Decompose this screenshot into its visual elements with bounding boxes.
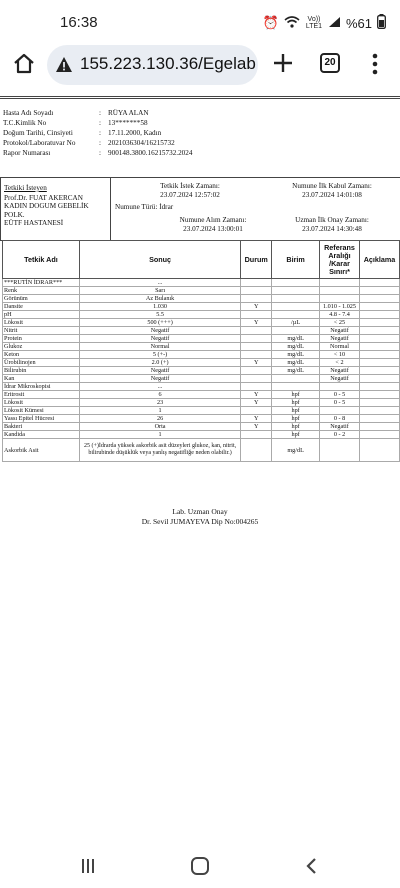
info-value: 2021036304/16215732 (108, 139, 175, 147)
table-row (3, 351, 400, 359)
cell-status (241, 367, 272, 375)
cell-result: ... (79, 383, 240, 391)
info-colon: : (99, 129, 101, 137)
ascorbic-note: 25 (+)İdrarda yüksek askorbik asit düzeyleri glukoz, kan, nitrit, bilirubinde düşüklük veya yanlış negatifliğe neden olabilir.) (83, 442, 237, 456)
cell-result: 1 (79, 407, 240, 415)
cell-status (241, 327, 272, 335)
table-row (3, 375, 400, 383)
status-time: 16:38 (60, 14, 98, 31)
table-row (3, 335, 400, 343)
cell-note (359, 303, 399, 311)
numune-turu (115, 203, 173, 212)
col-note: Açıklama (359, 241, 399, 279)
cell-status (241, 439, 272, 462)
more-vert-icon (370, 53, 380, 75)
cell-name: Glukoz (3, 343, 80, 351)
recents-button[interactable] (80, 858, 96, 874)
alim-value: 23.07.2024 13:00:01 (183, 224, 243, 233)
cell-name: Eritrosit (3, 391, 80, 399)
battery-icon (377, 14, 386, 32)
table-row (3, 407, 400, 415)
cell-unit (272, 383, 320, 391)
requester (3, 178, 111, 240)
battery-level: %61 (345, 15, 372, 31)
cell-name: Bakteri (3, 423, 80, 431)
cell-unit: hpf (272, 391, 320, 399)
cell-note (359, 407, 399, 415)
cell-note (359, 391, 399, 399)
request-times (113, 180, 400, 238)
patient-row (3, 138, 192, 148)
cell-name: Nitrit (3, 327, 80, 335)
table-row (3, 303, 400, 311)
info-colon: : (99, 109, 101, 117)
request-box (0, 177, 400, 241)
back-button[interactable] (304, 857, 320, 875)
cell-note (359, 343, 399, 351)
patient-row (3, 148, 192, 158)
alim-label: Numune Alım Zamanı: (179, 216, 247, 224)
cell-name: Kan (3, 375, 80, 383)
cell-result: 26 (79, 415, 240, 423)
cell-note (359, 423, 399, 431)
cell-result: 500 (+++) (79, 319, 240, 327)
results-table (2, 240, 400, 462)
cell-unit: hpf (272, 407, 320, 415)
cell-unit (272, 295, 320, 303)
home-nav-button[interactable] (191, 857, 209, 875)
cell-note (359, 295, 399, 303)
cell-name: Ürobilinojen (3, 359, 80, 367)
cell-unit: hpf (272, 431, 320, 439)
cell-ref: < 2 (320, 359, 360, 367)
info-label: Protokol/Laboratuvar No (3, 139, 76, 147)
cell-status (241, 351, 272, 359)
cell-name: Kandida (3, 431, 80, 439)
table-row (3, 327, 400, 335)
cell-status (241, 279, 272, 287)
cell-result: 5.5 (79, 311, 240, 319)
info-value: 17.11.2000, Kadın (108, 129, 162, 137)
cell-result: Az Bulanık (79, 295, 240, 303)
cell-unit: mg/dL (272, 343, 320, 351)
cell-status (241, 407, 272, 415)
cell-result: 2.0 (+) (79, 359, 240, 367)
table-row (3, 319, 400, 327)
recents-icon (80, 858, 96, 874)
table-row (3, 439, 400, 462)
cell-ref (320, 383, 360, 391)
report-page (0, 92, 400, 844)
cell-unit: hpf (272, 415, 320, 423)
cell-unit (272, 327, 320, 335)
cell-name: Görünüm (3, 295, 80, 303)
cell-ref: Negatif (320, 375, 360, 383)
cell-ref: 0 - 8 (320, 415, 360, 423)
kabul-value: 23.07.2024 14:01:08 (302, 190, 362, 199)
info-value: 13*******58 (108, 119, 148, 127)
status-bar (0, 0, 400, 40)
plus-icon (270, 50, 296, 76)
system-nav-bar (0, 844, 400, 888)
cell-ref (320, 439, 360, 462)
cell-ref: 4.8 - 7.4 (320, 311, 360, 319)
requester-label: Tetkiki İsteyen (4, 184, 47, 192)
tur-label: Numune Türü: (115, 203, 158, 211)
cell-status (241, 335, 272, 343)
col-name: Tetkik Adı (3, 241, 80, 279)
table-row (3, 279, 400, 287)
browser-toolbar (0, 40, 400, 92)
warning-icon[interactable] (55, 56, 73, 74)
home-icon (12, 52, 36, 76)
cell-note (359, 367, 399, 375)
cell-name: Bilirubin (3, 367, 80, 375)
cell-unit (272, 287, 320, 295)
col-result: Sonuç (79, 241, 240, 279)
cell-name: Lökosit (3, 319, 80, 327)
cell-note (359, 439, 399, 462)
cell-unit: hpf (272, 399, 320, 407)
col-ref: Referans Aralığı /Karar Sınırı* (320, 241, 360, 279)
table-row (3, 367, 400, 375)
cell-unit: mg/dL (272, 335, 320, 343)
network-label: Vo)) LTE1 (305, 16, 323, 30)
info-colon: : (99, 119, 101, 127)
cell-note (359, 279, 399, 287)
cell-name: Lökosit Kümesi (3, 407, 80, 415)
cell-note (359, 319, 399, 327)
table-row (3, 423, 400, 431)
cell-note (359, 399, 399, 407)
info-value: RÜYA ALAN (108, 109, 149, 117)
col-unit: Birim (272, 241, 320, 279)
cell-result: Negatif (79, 335, 240, 343)
cell-name: İdrar Mikroskopisi (3, 383, 80, 391)
table-row (3, 383, 400, 391)
cell-unit (272, 375, 320, 383)
cell-status (241, 295, 272, 303)
cell-status: Y (241, 303, 272, 311)
requester-line: EÜTF HASTANESİ (4, 219, 64, 228)
cell-note (359, 351, 399, 359)
cell-note (359, 287, 399, 295)
onay-label: Uzman İlk Onay Zamanı: (295, 216, 369, 224)
cell-status: Y (241, 399, 272, 407)
istek-value: 23.07.2024 12:57:02 (160, 190, 220, 199)
cell-status: Y (241, 415, 272, 423)
col-status: Durum (241, 241, 272, 279)
cell-note (359, 311, 399, 319)
cell-ref: 0 - 5 (320, 399, 360, 407)
patient-row (3, 128, 192, 138)
cell-ref: < 25 (320, 319, 360, 327)
cell-ref: Negatif (320, 423, 360, 431)
cell-ref: < 10 (320, 351, 360, 359)
menu-button[interactable] (370, 53, 380, 75)
onay-time (263, 216, 400, 233)
cell-ref (320, 287, 360, 295)
wifi-icon (284, 16, 300, 31)
table-row (3, 391, 400, 399)
address-bar[interactable] (47, 45, 258, 85)
cell-ref: 0 - 2 (320, 431, 360, 439)
signal-icon (328, 16, 341, 31)
cell-status (241, 431, 272, 439)
cell-status: Y (241, 423, 272, 431)
requester-line: POLK. (4, 210, 25, 219)
signature (0, 507, 400, 527)
cell-status (241, 287, 272, 295)
tab-switcher-button[interactable]: 20 (320, 53, 340, 73)
cell-result: Sarı (79, 287, 240, 295)
cell-unit: hpf (272, 423, 320, 431)
cell-ref (320, 407, 360, 415)
status-icons (263, 14, 386, 32)
cell-unit (272, 311, 320, 319)
cell-name: Protein (3, 335, 80, 343)
cell-status: Y (241, 359, 272, 367)
table-row (3, 295, 400, 303)
requester-line: Prof.Dr. FUAT AKERCAN (4, 193, 83, 202)
cell-note (359, 431, 399, 439)
cell-name: Yassı Epitel Hücresi (3, 415, 80, 423)
table-row (3, 399, 400, 407)
cell-name: Renk (3, 287, 80, 295)
info-label: T.C.Kimlik No (3, 119, 47, 127)
table-row (3, 287, 400, 295)
patient-row (3, 108, 192, 118)
table-row (3, 343, 400, 351)
cell-name: pH (3, 311, 80, 319)
cell-unit: mg/dL (272, 439, 320, 462)
cell-status (241, 375, 272, 383)
cell-note (359, 375, 399, 383)
cell-note (359, 383, 399, 391)
cell-result: 5 (+-) (79, 351, 240, 359)
cell-name: Askorbik Asit (3, 439, 80, 462)
cell-ref (320, 279, 360, 287)
url-text: 155.223.130.36/Egelab (80, 54, 256, 73)
istek-label: Tetkik İstek Zamanı: (160, 182, 220, 190)
home-button[interactable] (12, 52, 36, 76)
info-colon: : (99, 139, 101, 147)
requester-line: KADIN DOGUM GEBELİK (4, 202, 89, 211)
top-divider (0, 96, 400, 99)
patient-row (3, 118, 192, 128)
table-header (3, 241, 400, 279)
alim-time (143, 216, 283, 233)
kabul-time (263, 182, 400, 199)
cell-result (79, 439, 240, 462)
new-tab-button[interactable] (270, 50, 296, 76)
istek-time (113, 182, 267, 199)
cell-status (241, 311, 272, 319)
alarm-icon: ⏰ (262, 15, 279, 30)
cell-status: Y (241, 319, 272, 327)
cell-ref: 0 - 5 (320, 391, 360, 399)
patient-info (3, 108, 192, 158)
signature-title: Lab. Uzman Onay (172, 507, 228, 516)
cell-result: Negatif (79, 367, 240, 375)
cell-result: 23 (79, 399, 240, 407)
cell-unit: mg/dL (272, 367, 320, 375)
kabul-label: Numune İlk Kabul Zamanı: (292, 182, 372, 190)
cell-unit: /µL (272, 319, 320, 327)
cell-name: Dansite (3, 303, 80, 311)
table-row (3, 431, 400, 439)
cell-note (359, 359, 399, 367)
cell-status (241, 383, 272, 391)
cell-result: Negatif (79, 327, 240, 335)
cell-note (359, 415, 399, 423)
table-row (3, 415, 400, 423)
cell-result: ... (79, 279, 240, 287)
cell-ref: Negatif (320, 335, 360, 343)
cell-ref: Normal (320, 343, 360, 351)
cell-unit: mg/dL (272, 359, 320, 367)
cell-result: Orta (79, 423, 240, 431)
table-row (3, 311, 400, 319)
cell-name: Keton (3, 351, 80, 359)
cell-result: 1.030 (79, 303, 240, 311)
cell-status (241, 343, 272, 351)
cell-result: Negatif (79, 375, 240, 383)
signature-name: Dr. Sevil JUMAYEVA Dip No:004265 (141, 517, 259, 526)
onay-value: 23.07.2024 14:30:48 (302, 224, 362, 233)
cell-result: 6 (79, 391, 240, 399)
info-value: 900148.3800.16215732.2024 (108, 149, 193, 157)
cell-status: Y (241, 391, 272, 399)
cell-note (359, 335, 399, 343)
info-label: Doğum Tarihi, Cinsiyeti (3, 129, 73, 137)
info-label: Hasta Adı Soyadı (3, 109, 54, 117)
cell-result: Normal (79, 343, 240, 351)
cell-ref: 1.010 - 1.025 (320, 303, 360, 311)
cell-name: Lökosit (3, 399, 80, 407)
cell-ref (320, 295, 360, 303)
cell-ref: Negatif (320, 367, 360, 375)
cell-note (359, 327, 399, 335)
info-colon: : (99, 149, 101, 157)
back-icon (304, 857, 320, 875)
cell-unit (272, 279, 320, 287)
cell-name: ***RUTİN İDRAR*** (3, 279, 80, 287)
tur-value: İdrar (159, 203, 174, 211)
cell-result: 1 (79, 431, 240, 439)
cell-ref: Negatif (320, 327, 360, 335)
info-label: Rapor Numarası (3, 149, 51, 157)
table-row (3, 359, 400, 367)
cell-unit (272, 303, 320, 311)
cell-unit: mg/dL (272, 351, 320, 359)
